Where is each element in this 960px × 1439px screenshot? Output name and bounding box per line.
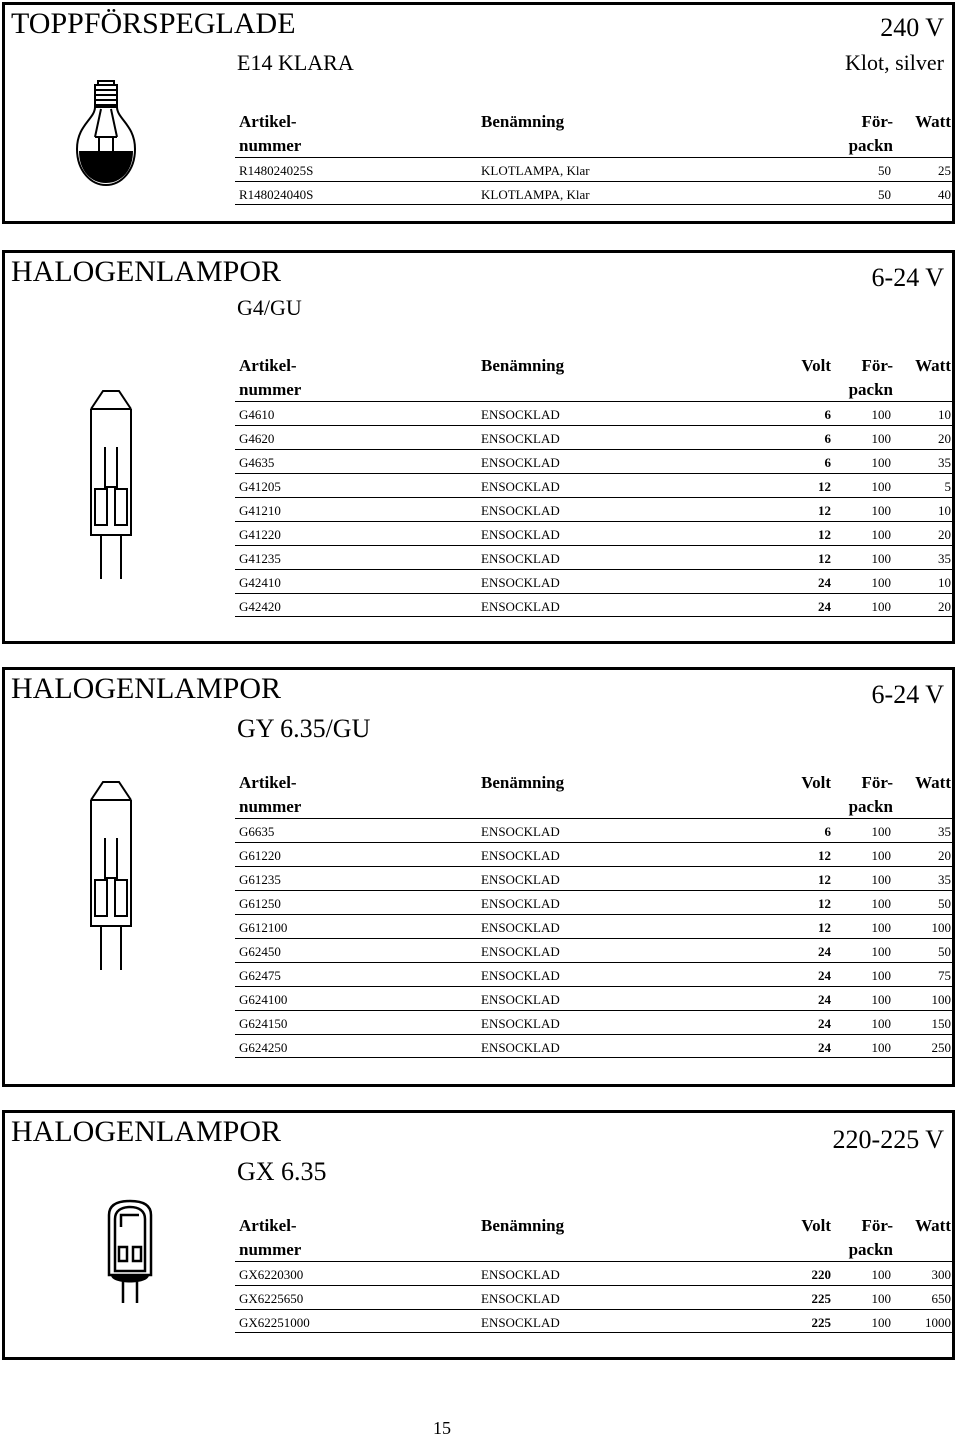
- cell-volt: 24: [818, 1040, 831, 1055]
- table-row: [235, 818, 955, 842]
- header-watt: Watt: [915, 112, 951, 131]
- cell-benamning: ENSOCKLAD: [481, 896, 560, 911]
- cell-artikel: GX62251000: [239, 1315, 310, 1330]
- cell-watt: 35: [938, 872, 951, 887]
- cell-volt: 225: [811, 1291, 831, 1306]
- table-row: [235, 449, 955, 473]
- cell-artikel: G41210: [239, 503, 281, 518]
- cell-watt: 20: [938, 599, 951, 614]
- cell-forpackning: 100: [871, 527, 891, 542]
- cell-artikel: G6635: [239, 824, 275, 839]
- cell-forpackning: 100: [871, 824, 891, 839]
- header-benamning: Benämning: [481, 112, 565, 131]
- header-benamning: Benämning: [481, 356, 565, 375]
- header-for: För-: [861, 112, 893, 131]
- cell-artikel: G62450: [239, 944, 281, 959]
- cell-watt: 25: [938, 163, 951, 178]
- cell-watt: 10: [938, 575, 951, 590]
- header-volt: Volt: [801, 356, 831, 375]
- table-header-2: [235, 133, 955, 157]
- header-nummer: nummer: [239, 380, 302, 399]
- cell-volt: 6: [824, 431, 831, 446]
- cell-benamning: ENSOCKLAD: [481, 1291, 560, 1306]
- cell-benamning: ENSOCKLAD: [481, 920, 560, 935]
- cell-watt: 35: [938, 824, 951, 839]
- header-packn: packn: [848, 380, 893, 399]
- table-header-2: [235, 377, 955, 401]
- cell-forpackning: 100: [871, 1315, 891, 1330]
- section-halogen-gx635: [2, 1110, 955, 1360]
- table-row: [235, 1010, 955, 1034]
- section-toppforspeglade: [2, 2, 955, 224]
- cell-benamning: ENSOCKLAD: [481, 575, 560, 590]
- cell-volt: 24: [818, 599, 831, 614]
- header-benamning: Benämning: [481, 773, 565, 792]
- cell-volt: 12: [818, 479, 831, 494]
- cell-volt: 6: [824, 824, 831, 839]
- cell-artikel: G41220: [239, 527, 281, 542]
- cell-watt: 40: [938, 187, 951, 202]
- cell-forpackning: 100: [871, 1267, 891, 1282]
- cell-artikel: G61235: [239, 872, 281, 887]
- table-row: [235, 593, 955, 617]
- cell-watt: 1000: [925, 1315, 951, 1330]
- table-row: [235, 425, 955, 449]
- cell-watt: 20: [938, 527, 951, 542]
- header-artikel: Artikel-: [239, 112, 297, 131]
- cell-artikel: G4610: [239, 407, 275, 422]
- cell-forpackning: 100: [871, 872, 891, 887]
- cell-benamning: ENSOCKLAD: [481, 992, 560, 1007]
- table-header: [235, 353, 955, 377]
- table-header-2: [235, 794, 955, 818]
- table-header: [235, 109, 955, 133]
- cell-benamning: ENSOCKLAD: [481, 1267, 560, 1282]
- table-row: [235, 1285, 955, 1309]
- cell-volt: 12: [818, 896, 831, 911]
- table-row: [235, 890, 955, 914]
- section-title: HALOGENLAMPOR: [11, 255, 281, 288]
- cell-artikel: G62475: [239, 968, 281, 983]
- cell-watt: 75: [938, 968, 951, 983]
- cell-benamning: ENSOCKLAD: [481, 455, 560, 470]
- cell-artikel: G41235: [239, 551, 281, 566]
- cell-volt: 12: [818, 920, 831, 935]
- cell-artikel: G41205: [239, 479, 281, 494]
- table-row: [235, 866, 955, 890]
- section-voltage: 240 V: [880, 13, 944, 42]
- product-table: [235, 1213, 955, 1333]
- cell-artikel: R148024040S: [239, 187, 314, 202]
- cell-watt: 20: [938, 848, 951, 863]
- table-row: [235, 497, 955, 521]
- product-table: [235, 770, 955, 1058]
- cell-volt: 24: [818, 575, 831, 590]
- cell-forpackning: 100: [871, 503, 891, 518]
- header-for: För-: [861, 356, 893, 375]
- cell-watt: 20: [938, 431, 951, 446]
- cell-benamning: ENSOCKLAD: [481, 824, 560, 839]
- table-row: [235, 401, 955, 425]
- cell-benamning: KLOTLAMPA, Klar: [481, 163, 590, 178]
- cell-watt: 10: [938, 407, 951, 422]
- cell-forpackning: 50: [878, 163, 891, 178]
- cell-forpackning: 100: [871, 992, 891, 1007]
- cell-volt: 6: [824, 455, 831, 470]
- section-subtitle: GY 6.35/GU: [237, 714, 371, 743]
- cell-forpackning: 100: [871, 575, 891, 590]
- table-row: [235, 842, 955, 866]
- section-subtitle: G4/GU: [237, 295, 302, 320]
- header-nummer: nummer: [239, 136, 302, 155]
- cell-volt: 12: [818, 527, 831, 542]
- cell-forpackning: 100: [871, 920, 891, 935]
- cell-forpackning: 100: [871, 1291, 891, 1306]
- cell-artikel: GX6220300: [239, 1267, 304, 1282]
- cell-benamning: ENSOCKLAD: [481, 1040, 560, 1055]
- table-row: [235, 1309, 955, 1333]
- cell-forpackning: 100: [871, 479, 891, 494]
- header-for: För-: [861, 1216, 893, 1235]
- halogen-loop-capsule-icon: [103, 1197, 157, 1307]
- cell-artikel: G42410: [239, 575, 281, 590]
- cell-benamning: ENSOCKLAD: [481, 431, 560, 446]
- cell-benamning: ENSOCKLAD: [481, 1315, 560, 1330]
- cell-watt: 5: [944, 479, 951, 494]
- header-artikel: Artikel-: [239, 1216, 297, 1235]
- cell-benamning: ENSOCKLAD: [481, 872, 560, 887]
- table-row: [235, 545, 955, 569]
- cell-volt: 6: [824, 407, 831, 422]
- table-row: [235, 986, 955, 1010]
- cell-artikel: G61250: [239, 896, 281, 911]
- header-watt: Watt: [915, 356, 951, 375]
- cell-benamning: KLOTLAMPA, Klar: [481, 187, 590, 202]
- cell-forpackning: 100: [871, 1016, 891, 1031]
- table-row: [235, 938, 955, 962]
- section-voltage: 6-24 V: [871, 680, 944, 709]
- header-artikel: Artikel-: [239, 356, 297, 375]
- cell-forpackning: 100: [871, 455, 891, 470]
- cell-benamning: ENSOCKLAD: [481, 503, 560, 518]
- cell-watt: 250: [931, 1040, 951, 1055]
- table-header: [235, 770, 955, 794]
- cell-forpackning: 100: [871, 968, 891, 983]
- header-benamning: Benämning: [481, 1216, 565, 1235]
- cell-forpackning: 100: [871, 599, 891, 614]
- cell-forpackning: 100: [871, 944, 891, 959]
- section-title: HALOGENLAMPOR: [11, 672, 281, 705]
- cell-watt: 35: [938, 455, 951, 470]
- header-for: För-: [861, 773, 893, 792]
- cell-benamning: ENSOCKLAD: [481, 551, 560, 566]
- table-row: [235, 181, 955, 205]
- cell-watt: 50: [938, 896, 951, 911]
- header-packn: packn: [848, 1240, 893, 1259]
- section-subtitle: GX 6.35: [237, 1157, 327, 1186]
- cell-forpackning: 100: [871, 896, 891, 911]
- cell-watt: 100: [931, 920, 951, 935]
- cell-volt: 24: [818, 992, 831, 1007]
- cell-forpackning: 100: [871, 431, 891, 446]
- section-voltage: 220-225 V: [832, 1125, 944, 1154]
- table-row: [235, 569, 955, 593]
- cell-watt: 300: [931, 1267, 951, 1282]
- header-nummer: nummer: [239, 1240, 302, 1259]
- table-row: [235, 962, 955, 986]
- cell-benamning: ENSOCKLAD: [481, 479, 560, 494]
- cell-watt: 50: [938, 944, 951, 959]
- cell-volt: 12: [818, 551, 831, 566]
- section-subtitle: E14 KLARA: [237, 50, 354, 75]
- header-artikel: Artikel-: [239, 773, 297, 792]
- section-subtitle-right: Klot, silver: [845, 50, 944, 75]
- cell-watt: 35: [938, 551, 951, 566]
- cell-volt: 24: [818, 1016, 831, 1031]
- cell-artikel: G624100: [239, 992, 288, 1007]
- halogen-capsule-icon: [85, 778, 137, 974]
- section-halogen-g4: [2, 250, 955, 644]
- table-row: [235, 1261, 955, 1285]
- cell-volt: 12: [818, 848, 831, 863]
- header-watt: Watt: [915, 1216, 951, 1235]
- header-nummer: nummer: [239, 797, 302, 816]
- cell-benamning: ENSOCKLAD: [481, 848, 560, 863]
- cell-benamning: ENSOCKLAD: [481, 599, 560, 614]
- cell-volt: 12: [818, 872, 831, 887]
- product-table: [235, 353, 955, 617]
- section-title: TOPPFÖRSPEGLADE: [11, 7, 296, 40]
- cell-volt: 24: [818, 944, 831, 959]
- cell-watt: 10: [938, 503, 951, 518]
- cell-artikel: G42420: [239, 599, 281, 614]
- header-watt: Watt: [915, 773, 951, 792]
- cell-benamning: ENSOCKLAD: [481, 944, 560, 959]
- header-packn: packn: [848, 797, 893, 816]
- header-volt: Volt: [801, 1216, 831, 1235]
- cell-forpackning: 100: [871, 848, 891, 863]
- table-row: [235, 521, 955, 545]
- table-header-2: [235, 1237, 955, 1261]
- globe-bulb-icon: [71, 79, 141, 191]
- cell-artikel: G624150: [239, 1016, 288, 1031]
- cell-watt: 150: [931, 1016, 951, 1031]
- cell-artikel: G4635: [239, 455, 275, 470]
- table-row: [235, 1034, 955, 1058]
- table-header: [235, 1213, 955, 1237]
- cell-artikel: G4620: [239, 431, 275, 446]
- cell-artikel: G624250: [239, 1040, 288, 1055]
- table-row: [235, 914, 955, 938]
- cell-forpackning: 100: [871, 551, 891, 566]
- section-voltage: 6-24 V: [871, 263, 944, 292]
- table-row: [235, 157, 955, 181]
- cell-benamning: ENSOCKLAD: [481, 1016, 560, 1031]
- cell-volt: 225: [811, 1315, 831, 1330]
- page-number: 15: [433, 1418, 451, 1438]
- cell-forpackning: 100: [871, 407, 891, 422]
- cell-artikel: GX6225650: [239, 1291, 304, 1306]
- cell-benamning: ENSOCKLAD: [481, 968, 560, 983]
- cell-volt: 24: [818, 968, 831, 983]
- cell-artikel: R148024025S: [239, 163, 314, 178]
- cell-forpackning: 100: [871, 1040, 891, 1055]
- header-volt: Volt: [801, 773, 831, 792]
- header-packn: packn: [848, 136, 893, 155]
- cell-benamning: ENSOCKLAD: [481, 527, 560, 542]
- cell-artikel: G61220: [239, 848, 281, 863]
- product-table: [235, 109, 955, 205]
- table-row: [235, 473, 955, 497]
- cell-artikel: G612100: [239, 920, 288, 935]
- section-title: HALOGENLAMPOR: [11, 1115, 281, 1148]
- section-halogen-gy635: [2, 667, 955, 1087]
- cell-forpackning: 50: [878, 187, 891, 202]
- cell-benamning: ENSOCKLAD: [481, 407, 560, 422]
- cell-watt: 650: [931, 1291, 951, 1306]
- cell-volt: 220: [811, 1267, 831, 1282]
- cell-volt: 12: [818, 503, 831, 518]
- halogen-capsule-icon: [85, 387, 137, 583]
- cell-watt: 100: [931, 992, 951, 1007]
